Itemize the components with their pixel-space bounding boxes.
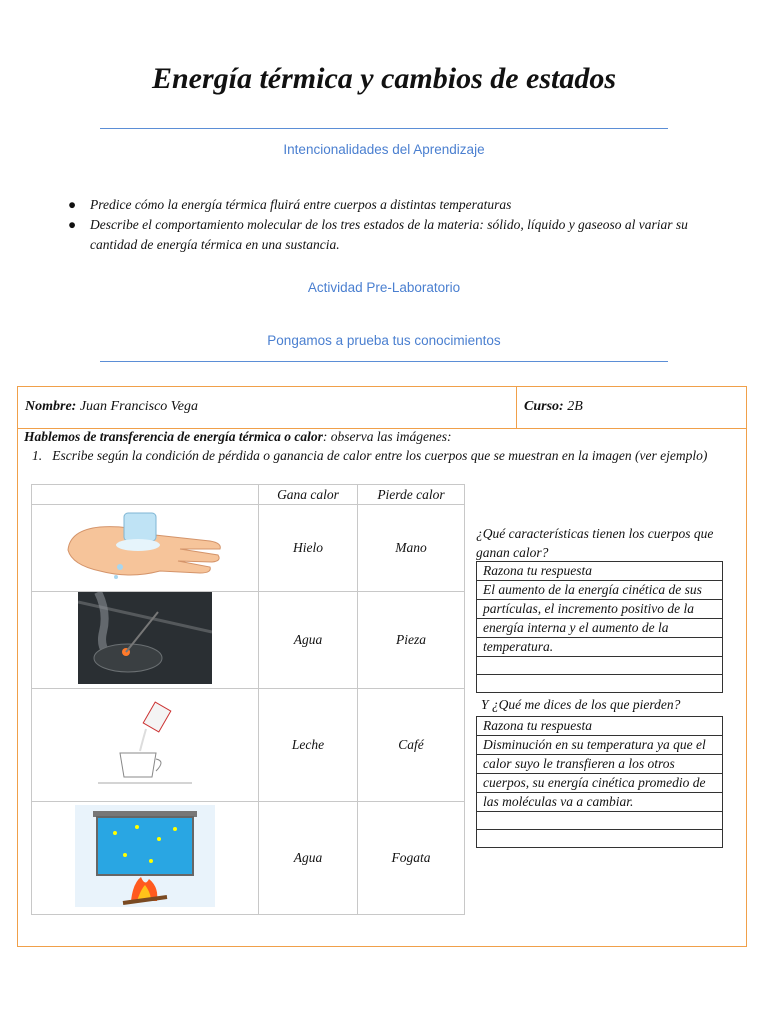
- student-header: [18, 387, 746, 429]
- table-row: [32, 505, 465, 592]
- question-pierde: Y ¿Qué me dices de los que pierden?: [481, 697, 681, 712]
- divider: [100, 128, 668, 129]
- answer-line: [477, 675, 723, 693]
- student-course: Curso: 2B: [524, 399, 583, 414]
- objectives-list: [64, 195, 724, 255]
- answer-line: Disminución en su temperatura ya que el: [477, 736, 723, 755]
- table-row: [32, 592, 465, 689]
- answer-line: partículas, el incremento positivo de la: [477, 600, 723, 619]
- answer-line: El aumento de la energía cinética de sus: [477, 581, 723, 600]
- table-header-row: [32, 485, 465, 505]
- answer-line: temperatura.: [477, 638, 723, 657]
- answer-line: [477, 657, 723, 675]
- question-gana: ¿Qué características tienen los cuerpos que ganan calor?: [476, 526, 714, 560]
- table-row: [32, 802, 465, 915]
- answer-line: Razona tu respuesta: [477, 562, 723, 581]
- answer-line: energía interna y el aumento de la: [477, 619, 723, 638]
- section-aprendizaje: Intencionalidades del Aprendizaje: [283, 142, 485, 157]
- section-pre-laboratorio: Actividad Pre-Laboratorio: [307, 280, 461, 295]
- gana-cell: Hielo: [259, 505, 358, 592]
- header-pierde: Pierde calor: [358, 485, 465, 505]
- pierde-cell: Fogata: [358, 802, 465, 915]
- worksheet-frame: [17, 386, 747, 947]
- gana-cell: Agua: [259, 802, 358, 915]
- answer-line: calor suyo le transfieren a los otros: [477, 755, 723, 774]
- answer-line: [477, 830, 723, 848]
- pot-over-campfire-image: [32, 802, 259, 915]
- answer-line: las moléculas va a cambiar.: [477, 793, 723, 812]
- pierde-cell: Café: [358, 689, 465, 802]
- hot-metal-in-water-image: [32, 592, 259, 689]
- step-1: 1. Escribe según la condición de pérdida o ganancia de calor entre los cuerpos que se muestran en la imagen (ver ejemplo): [32, 448, 708, 463]
- table-row: [32, 689, 465, 802]
- header-gana: Gana calor: [259, 485, 358, 505]
- answer-line: cuerpos, su energía cinética promedio de: [477, 774, 723, 793]
- milk-poured-into-coffee-image: [32, 689, 259, 802]
- pierde-cell: Mano: [358, 505, 465, 592]
- intro-text: Hablemos de transferencia de energía térmica o calor: observa las imágenes:: [24, 429, 452, 444]
- heat-table: [31, 484, 465, 915]
- divider: [100, 361, 668, 362]
- page-title: Energía térmica y cambios de estados: [151, 62, 617, 95]
- section-prueba: Pongamos a prueba tus conocimientos: [267, 333, 501, 348]
- gana-cell: Leche: [259, 689, 358, 802]
- hand-with-ice-image: [32, 505, 259, 592]
- answer-box-gana: [476, 561, 723, 693]
- pierde-cell: Pieza: [358, 592, 465, 689]
- answer-line: Razona tu respuesta: [477, 717, 723, 736]
- student-name: Nombre: Juan Francisco Vega: [25, 399, 199, 414]
- list-item: ● Predice cómo la energía térmica fluirá entre cuerpos a distintas temperaturas: [68, 197, 512, 212]
- list-item: ● Describe el comportamiento molecular de los tres estados de la materia: sólido, líquido y gaseoso al variar su cantidad de energía térmica en una sustancia.: [68, 217, 688, 252]
- answer-box-pierde: [476, 716, 723, 848]
- gana-cell: Agua: [259, 592, 358, 689]
- answer-line: [477, 812, 723, 830]
